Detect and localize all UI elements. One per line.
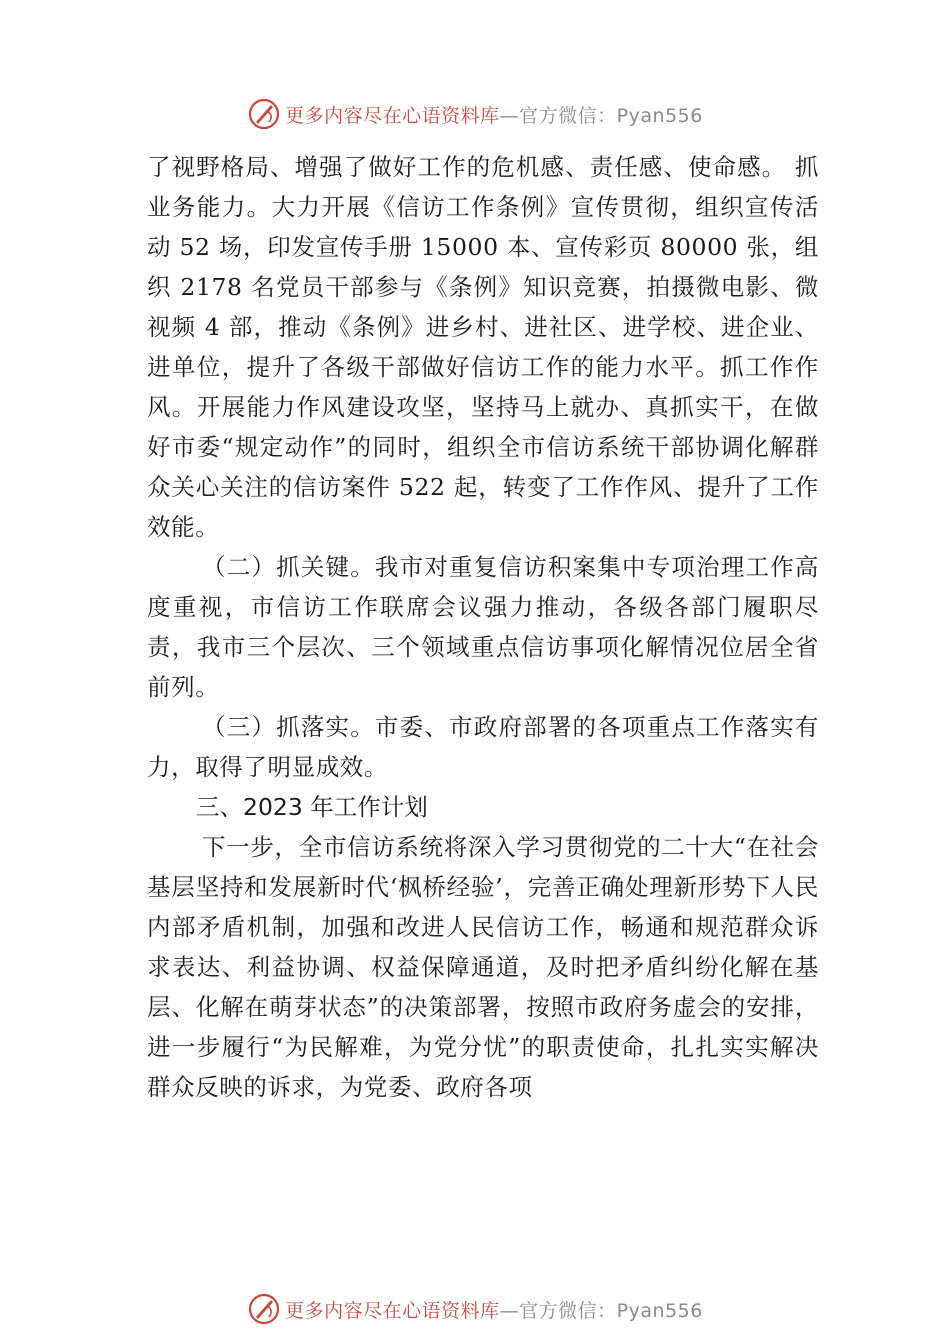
watermark-text xyxy=(285,101,703,128)
header-watermark xyxy=(0,96,950,132)
paragraph-1: 了视野格局、增强了做好工作的危机感、责任感、使命感。 抓业务能力。大力开展《信访工作条例》宣传贯彻，组织宣传活动 52 场，印发宣传手册 15000 本、宣传彩页 80000 张，组织 2178 名党员干部参与《条例》知识竞赛，拍摄微电影、微视频 4 部，推动《条例》进乡村、进社区、进学校、进企业、进单位，提升了各级干部做好信访工作的能力水平。抓工作作风。开展能力作风建设攻坚，坚持马上就办、真抓实干，在做好市委“规定动作”的同时，组织全市信访系统干部协调化解群众关心关注的信访案件 522 起，转变了工作作风、提升了工作效能。 xyxy=(147,153,819,541)
footer-watermark xyxy=(0,1291,950,1327)
watermark-brand: 更多内容尽在心语资料库 xyxy=(285,104,500,127)
watermark-text xyxy=(285,1296,703,1323)
watermark-brand: 更多内容尽在心语资料库 xyxy=(285,1299,500,1322)
watermark-wechat: —官方微信：Pyan556 xyxy=(499,104,703,127)
paragraph-4: 下一步，全市信访系统将深入学习贯彻党的二十大“在社会基层坚持和发展新时代‘枫桥经验’，完善正确处理新形势下人民内部矛盾机制，加强和改进人民信访工作，畅通和规范群众诉求表达、利益协调、权益保障通道，及时把矛盾纠纷化解在基层、化解在萌芽状态”的决策部署，按照市政府务虚会的安排，进一步履行“为民解难，为党分忧”的职责使命，扎扎实实解决群众反映的诉求，为党委、政府各项 xyxy=(147,833,819,1101)
document-body xyxy=(147,147,819,1107)
section-heading: 三、2023 年工作计划 xyxy=(196,793,428,821)
quill-seal-icon xyxy=(247,97,281,131)
paragraph-2: （二）抓关键。我市对重复信访积案集中专项治理工作高度重视，市信访工作联席会议强力推动，各级各部门履职尽责，我市三个层次、三个领域重点信访事项化解情况位居全省前列。 xyxy=(147,553,819,701)
watermark-wechat: —官方微信：Pyan556 xyxy=(499,1299,703,1322)
quill-seal-icon xyxy=(247,1292,281,1326)
paragraph-3: （三）抓落实。市委、市政府部署的各项重点工作落实有力，取得了明显成效。 xyxy=(147,713,819,781)
